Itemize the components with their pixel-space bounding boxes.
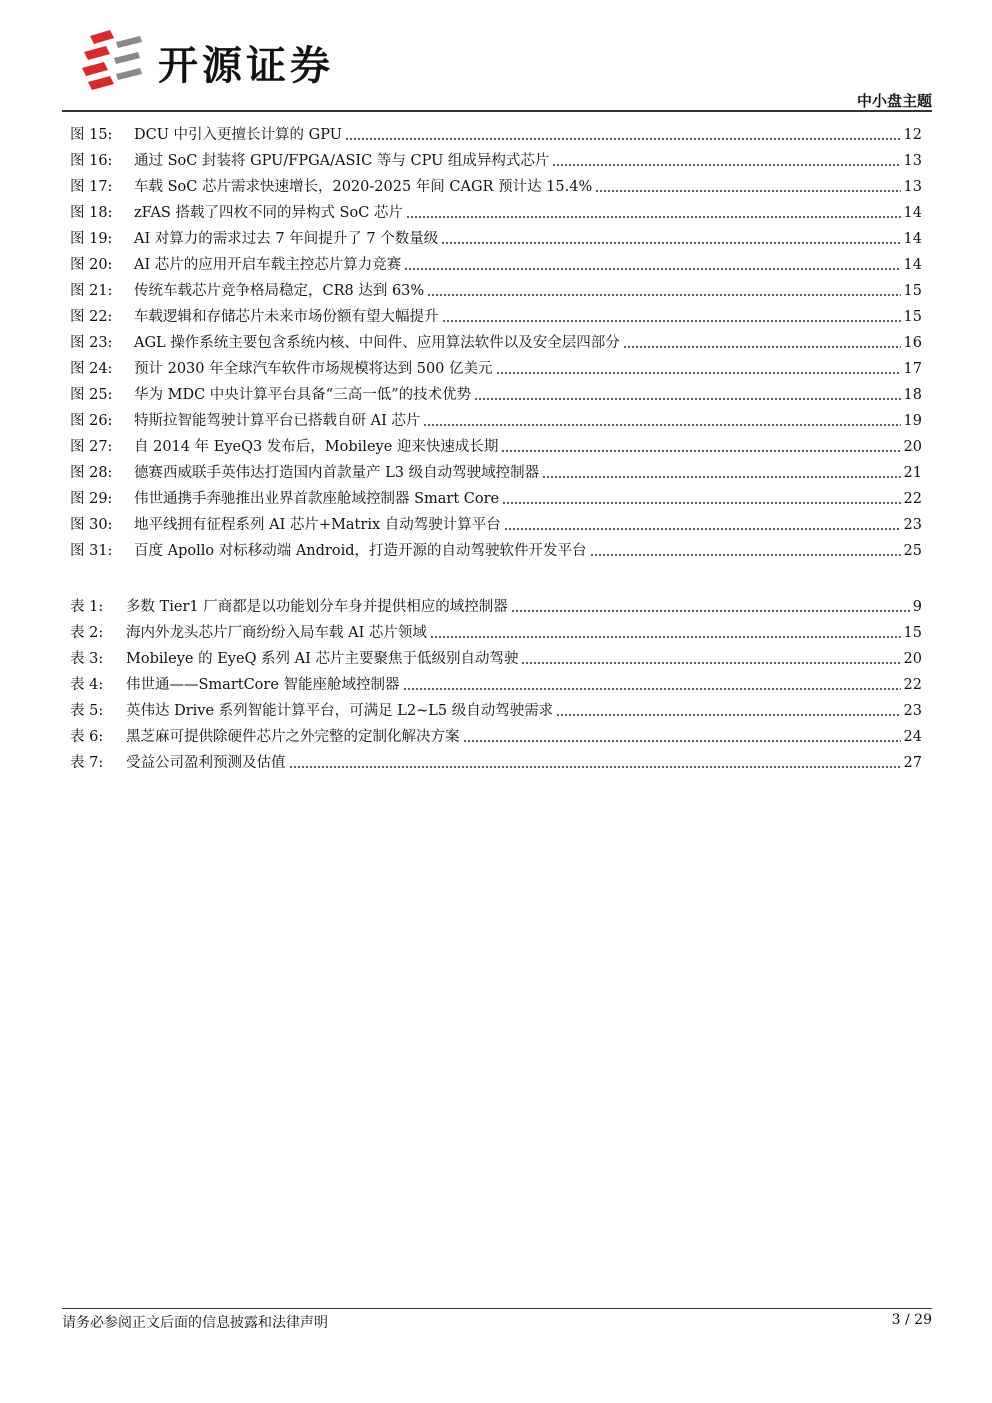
table-entry[interactable] xyxy=(70,698,922,724)
entry-page: 22 xyxy=(903,491,922,507)
dot-leader xyxy=(521,661,900,665)
entry-number: 图 20: xyxy=(70,257,113,273)
figure-entry[interactable] xyxy=(70,538,922,564)
dot-leader xyxy=(502,501,900,505)
table-entry[interactable] xyxy=(70,724,922,750)
figure-entry[interactable] xyxy=(70,148,922,174)
entry-title: 伟世通——SmartCore 智能座舱域控制器 xyxy=(126,677,400,693)
dot-leader xyxy=(501,449,900,453)
entry-page: 15 xyxy=(903,625,922,641)
dot-leader xyxy=(542,475,900,479)
table-entry[interactable] xyxy=(70,672,922,698)
entry-number: 图 24: xyxy=(70,361,113,377)
entry-number: 图 21: xyxy=(70,283,113,299)
entry-title: 黑芝麻可提供除硬件芯片之外完整的定制化解决方案 xyxy=(126,729,460,745)
dot-leader xyxy=(403,687,901,691)
entry-title: AI 芯片的应用开启车载主控芯片算力竞赛 xyxy=(134,257,402,273)
entry-title: 通过 SoC 封装将 GPU/FPGA/ASIC 等与 CPU 组成异构式芯片 xyxy=(134,153,550,169)
entry-number: 图 23: xyxy=(70,335,113,351)
entry-title: 传统车载芯片竞争格局稳定，CR8 达到 63% xyxy=(134,283,425,299)
figure-entry[interactable] xyxy=(70,382,922,408)
entry-page: 25 xyxy=(903,543,922,559)
entry-page: 23 xyxy=(903,517,922,533)
entry-number: 图 18: xyxy=(70,205,113,221)
dot-leader xyxy=(345,137,901,141)
figure-entry[interactable] xyxy=(70,200,922,226)
dot-leader xyxy=(441,241,900,245)
dot-leader xyxy=(590,553,901,557)
figure-entry[interactable] xyxy=(70,278,922,304)
figure-entry[interactable] xyxy=(70,226,922,252)
table-list xyxy=(70,594,922,776)
dot-leader xyxy=(406,215,901,219)
entry-number: 图 16: xyxy=(70,153,113,169)
entry-number: 图 31: xyxy=(70,543,113,559)
entry-number: 图 22: xyxy=(70,309,113,325)
dot-leader xyxy=(504,527,901,531)
page-number: 3 / 29 xyxy=(891,1312,932,1328)
entry-page: 19 xyxy=(903,413,922,429)
entry-page: 21 xyxy=(903,465,922,481)
kaiyuan-logo-icon xyxy=(80,28,144,92)
entry-title: 德赛西威联手英伟达打造国内首款量产 L3 级自动驾驶域控制器 xyxy=(134,465,540,481)
figure-entry[interactable] xyxy=(70,330,922,356)
entry-page: 16 xyxy=(903,335,922,351)
entry-page: 22 xyxy=(903,677,922,693)
dot-leader xyxy=(404,267,900,271)
entry-page: 17 xyxy=(903,361,922,377)
entry-page: 15 xyxy=(903,309,922,325)
dot-leader xyxy=(556,713,900,717)
dot-leader xyxy=(496,371,901,375)
dot-leader xyxy=(423,423,900,427)
dot-leader xyxy=(427,293,900,297)
entry-number: 图 19: xyxy=(70,231,113,247)
entry-title: 百度 Apollo 对标移动端 Android，打造开源的自动驾驶软件开发平台 xyxy=(134,543,587,559)
table-entry[interactable] xyxy=(70,646,922,672)
dot-leader xyxy=(289,765,901,769)
entry-number: 图 15: xyxy=(70,127,113,143)
entry-page: 18 xyxy=(903,387,922,403)
entry-page: 13 xyxy=(903,179,922,195)
entry-title: 多数 Tier1 厂商都是以功能划分车身并提供相应的域控制器 xyxy=(126,599,508,615)
entry-title: 车载逻辑和存储芯片未来市场份额有望大幅提升 xyxy=(134,309,439,325)
entry-page: 15 xyxy=(903,283,922,299)
entry-number: 图 25: xyxy=(70,387,113,403)
dot-leader xyxy=(474,397,900,401)
entry-title: AI 对算力的需求过去 7 年间提升了 7 个数量级 xyxy=(134,231,439,247)
entry-page: 14 xyxy=(903,205,922,221)
entry-page: 27 xyxy=(903,755,922,771)
entry-page: 14 xyxy=(903,231,922,247)
entry-page: 23 xyxy=(903,703,922,719)
entry-title: 华为 MDC 中央计算平台具备“三高一低”的技术优势 xyxy=(134,387,472,403)
entry-title: 伟世通携手奔驰推出业界首款座舱域控制器 Smart Core xyxy=(134,491,500,507)
table-entry[interactable] xyxy=(70,620,922,646)
entry-number: 图 29: xyxy=(70,491,113,507)
entry-page: 13 xyxy=(903,153,922,169)
entry-title: 预计 2030 年全球汽车软件市场规模将达到 500 亿美元 xyxy=(134,361,493,377)
figure-entry[interactable] xyxy=(70,434,922,460)
entry-title: DCU 中引入更擅长计算的 GPU xyxy=(134,127,342,143)
entry-title: 受益公司盈利预测及估值 xyxy=(126,755,286,771)
entry-title: AGL 操作系统主要包含系统内核、中间件、应用算法软件以及安全层四部分 xyxy=(134,335,620,351)
entry-number: 表 6: xyxy=(70,729,104,745)
entry-number: 表 1: xyxy=(70,599,104,615)
entry-number: 图 28: xyxy=(70,465,113,481)
figure-entry[interactable] xyxy=(70,252,922,278)
entry-number: 图 17: xyxy=(70,179,113,195)
entry-title: 车载 SoC 芯片需求快速增长，2020-2025 年间 CAGR 预计达 15.4% xyxy=(134,179,593,195)
table-entry[interactable] xyxy=(70,594,922,620)
dot-leader xyxy=(511,609,910,613)
entry-number: 表 4: xyxy=(70,677,104,693)
figure-entry[interactable] xyxy=(70,460,922,486)
section-label: 中小盘主题 xyxy=(856,92,932,110)
entry-title: zFAS 搭载了四枚不同的异构式 SoC 芯片 xyxy=(134,205,403,221)
entry-title: 自 2014 年 EyeQ3 发布后，Mobileye 迎来快速成长期 xyxy=(134,439,499,455)
figure-entry[interactable] xyxy=(70,122,922,148)
dot-leader xyxy=(463,739,901,743)
figure-entry[interactable] xyxy=(70,356,922,382)
entry-number: 表 5: xyxy=(70,703,104,719)
header-divider xyxy=(62,110,932,112)
entry-title: 地平线拥有征程系列 AI 芯片+Matrix 自动驾驶计算平台 xyxy=(134,517,501,533)
entry-title: 英伟达 Drive 系列智能计算平台，可满足 L2~L5 级自动驾驶需求 xyxy=(126,703,554,719)
entry-number: 图 30: xyxy=(70,517,113,533)
page-header xyxy=(62,22,932,112)
table-entry[interactable] xyxy=(70,750,922,776)
figure-list xyxy=(70,122,922,564)
entry-number: 表 2: xyxy=(70,625,104,641)
entry-page: 12 xyxy=(903,127,922,143)
dot-leader xyxy=(623,345,901,349)
dot-leader xyxy=(430,635,901,639)
figure-entry[interactable] xyxy=(70,304,922,330)
footer-disclaimer: 请务必参阅正文后面的信息披露和法律声明 xyxy=(62,1315,328,1331)
entry-page: 20 xyxy=(903,651,922,667)
entry-page: 9 xyxy=(912,599,922,615)
entry-page: 24 xyxy=(903,729,922,745)
entry-number: 表 3: xyxy=(70,651,104,667)
dot-leader xyxy=(442,319,901,323)
entry-page: 20 xyxy=(903,439,922,455)
entry-number: 表 7: xyxy=(70,755,104,771)
entry-title: 特斯拉智能驾驶计算平台已搭载自研 AI 芯片 xyxy=(134,413,421,429)
figure-entry[interactable] xyxy=(70,408,922,434)
entry-number: 图 26: xyxy=(70,413,113,429)
entry-number: 图 27: xyxy=(70,439,113,455)
entry-page: 14 xyxy=(903,257,922,273)
dot-leader xyxy=(552,163,900,167)
figure-entry[interactable] xyxy=(70,512,922,538)
entry-title: 海内外龙头芯片厂商纷纷入局车载 AI 芯片领域 xyxy=(126,625,427,641)
footer-divider xyxy=(62,1308,932,1309)
figure-entry[interactable] xyxy=(70,174,922,200)
dot-leader xyxy=(595,189,900,193)
entry-title: Mobileye 的 EyeQ 系列 AI 芯片主要聚焦于低级别自动驾驶 xyxy=(126,651,519,667)
figure-entry[interactable] xyxy=(70,486,922,512)
company-logo-text: 开源证券 xyxy=(158,43,334,89)
